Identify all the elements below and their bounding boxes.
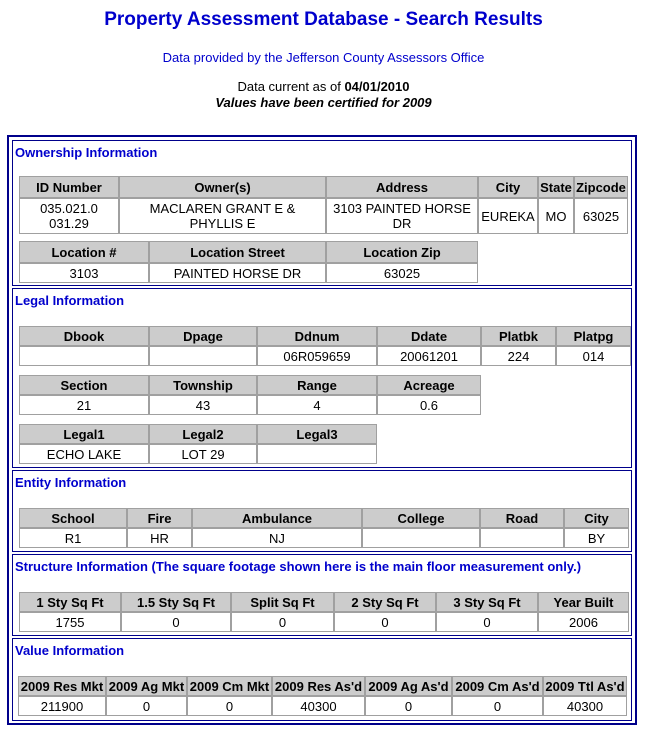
certified-note: Values have been certified for 2009: [215, 95, 432, 110]
dbook-value: [19, 346, 149, 366]
header-1-sty-sq-ft: 1 Sty Sq Ft: [19, 592, 121, 612]
legal1-value: ECHO LAKE: [19, 444, 149, 464]
ownership-heading: Ownership Information: [15, 145, 158, 160]
results-panel: [7, 135, 637, 725]
header-year-built: Year Built: [538, 592, 629, 612]
header-legal1: Legal1: [19, 424, 149, 444]
township-value: 43: [149, 395, 257, 415]
state-value: MO: [538, 198, 574, 234]
structure-section: [12, 554, 632, 636]
value-table: [18, 676, 627, 716]
acreage-value: 0.6: [377, 395, 481, 415]
legal-table-row2: [19, 375, 481, 415]
platbk-value: 224: [481, 346, 556, 366]
header-state: State: [538, 176, 574, 198]
1-5-sty-sq-ft-value: 0: [121, 612, 231, 632]
header-ddate: Ddate: [377, 326, 481, 346]
data-provider-note: Data provided by the Jefferson County Assessors Office: [162, 50, 485, 65]
header-college: College: [362, 508, 480, 528]
entity-table: [19, 508, 629, 548]
header-dbook: Dbook: [19, 326, 149, 346]
2-sty-sq-ft-value: 0: [334, 612, 436, 632]
header-section: Section: [19, 375, 149, 395]
1-sty-sq-ft-value: 1755: [19, 612, 121, 632]
structure-heading: Structure Information (The square footage shown here is the main floor measurement only.): [15, 559, 582, 574]
road-value: [480, 528, 564, 548]
header-2009-res-asd: 2009 Res As'd: [272, 676, 365, 696]
platpg-value: 014: [556, 346, 631, 366]
data-current-date: 04/01/2010: [344, 79, 410, 94]
header-platpg: Platpg: [556, 326, 631, 346]
header-acreage: Acreage: [377, 375, 481, 395]
2009-ag-mkt-value: 0: [106, 696, 187, 716]
id-number-value: [19, 198, 119, 234]
header-2009-res-mkt: 2009 Res Mkt: [18, 676, 106, 696]
header-zipcode: Zipcode: [574, 176, 628, 198]
range-value: 4: [257, 395, 377, 415]
zipcode-value: 63025: [574, 198, 628, 234]
legal-table-row1: [19, 326, 631, 366]
header-2009-ttl-asd: 2009 Ttl As'd: [543, 676, 627, 696]
header-2009-ag-asd: 2009 Ag As'd: [365, 676, 452, 696]
college-value: [362, 528, 480, 548]
fire-value: HR: [127, 528, 192, 548]
split-sq-ft-value: 0: [231, 612, 334, 632]
structure-table: [19, 592, 629, 632]
header-2009-ag-mkt: 2009 Ag Mkt: [106, 676, 187, 696]
header-3-sty-sq-ft: 3 Sty Sq Ft: [436, 592, 538, 612]
address-value: [326, 198, 478, 234]
2009-cm-asd-value: 0: [452, 696, 543, 716]
legal-table-row3: [19, 424, 377, 464]
location-street-value: PAINTED HORSE DR: [149, 263, 326, 283]
header-legal2: Legal2: [149, 424, 257, 444]
school-value: R1: [19, 528, 127, 548]
header-owners: Owner(s): [119, 176, 326, 198]
header-fire: Fire: [127, 508, 192, 528]
ownership-section: [12, 140, 632, 286]
id-number-line2: 031.29: [49, 216, 89, 231]
location-number-value: 3103: [19, 263, 149, 283]
header-split-sq-ft: Split Sq Ft: [231, 592, 334, 612]
owners-value: [119, 198, 326, 234]
value-section: [12, 638, 632, 721]
header-location-street: Location Street: [149, 241, 326, 263]
id-number-line1: 035.021.0: [40, 201, 98, 216]
location-zip-value: 63025: [326, 263, 478, 283]
header-2009-cm-mkt: 2009 Cm Mkt: [187, 676, 272, 696]
2009-ttl-asd-value: 40300: [543, 696, 627, 716]
page-title: Property Assessment Database - Search Results: [104, 9, 543, 30]
legal-heading: Legal Information: [15, 293, 125, 308]
location-table: [19, 241, 478, 283]
address-line2: DR: [392, 216, 412, 231]
header-entity-city: City: [564, 508, 629, 528]
header-ambulance: Ambulance: [192, 508, 362, 528]
2009-cm-mkt-value: 0: [187, 696, 272, 716]
data-current-prefix: Data current as of: [237, 79, 345, 94]
header-2009-cm-asd: 2009 Cm As'd: [452, 676, 543, 696]
2009-res-mkt-value: 211900: [18, 696, 106, 716]
header-address: Address: [326, 176, 478, 198]
header-range: Range: [257, 375, 377, 395]
header-dpage: Dpage: [149, 326, 257, 346]
header-location-number: Location #: [19, 241, 149, 263]
ownership-table: [19, 176, 628, 234]
section-value: 21: [19, 395, 149, 415]
header-school: School: [19, 508, 127, 528]
city-value: EUREKA: [478, 198, 538, 234]
header-city: City: [478, 176, 538, 198]
ambulance-value: NJ: [192, 528, 362, 548]
legal2-value: LOT 29: [149, 444, 257, 464]
3-sty-sq-ft-value: 0: [436, 612, 538, 632]
header-2-sty-sq-ft: 2 Sty Sq Ft: [334, 592, 436, 612]
header-id-number: ID Number: [19, 176, 119, 198]
entity-city-value: BY: [564, 528, 629, 548]
header-1-5-sty-sq-ft: 1.5 Sty Sq Ft: [121, 592, 231, 612]
entity-section: [12, 470, 632, 552]
legal3-value: [257, 444, 377, 464]
year-built-value: 2006: [538, 612, 629, 632]
address-line1: 3103 PAINTED HORSE: [333, 201, 471, 216]
legal-section: [12, 288, 632, 468]
header-road: Road: [480, 508, 564, 528]
header-legal3: Legal3: [257, 424, 377, 444]
data-current-note: [0, 79, 647, 95]
ddate-value: 20061201: [377, 346, 481, 366]
2009-res-asd-value: 40300: [272, 696, 365, 716]
2009-ag-asd-value: 0: [365, 696, 452, 716]
owners-line1: MACLAREN GRANT E &: [149, 201, 296, 216]
header-location-zip: Location Zip: [326, 241, 478, 263]
owners-line2: PHYLLIS E: [189, 216, 256, 231]
header-ddnum: Ddnum: [257, 326, 377, 346]
header-township: Township: [149, 375, 257, 395]
header-platbk: Platbk: [481, 326, 556, 346]
value-heading: Value Information: [15, 643, 125, 658]
ddnum-value: 06R059659: [257, 346, 377, 366]
entity-heading: Entity Information: [15, 475, 127, 490]
dpage-value: [149, 346, 257, 366]
